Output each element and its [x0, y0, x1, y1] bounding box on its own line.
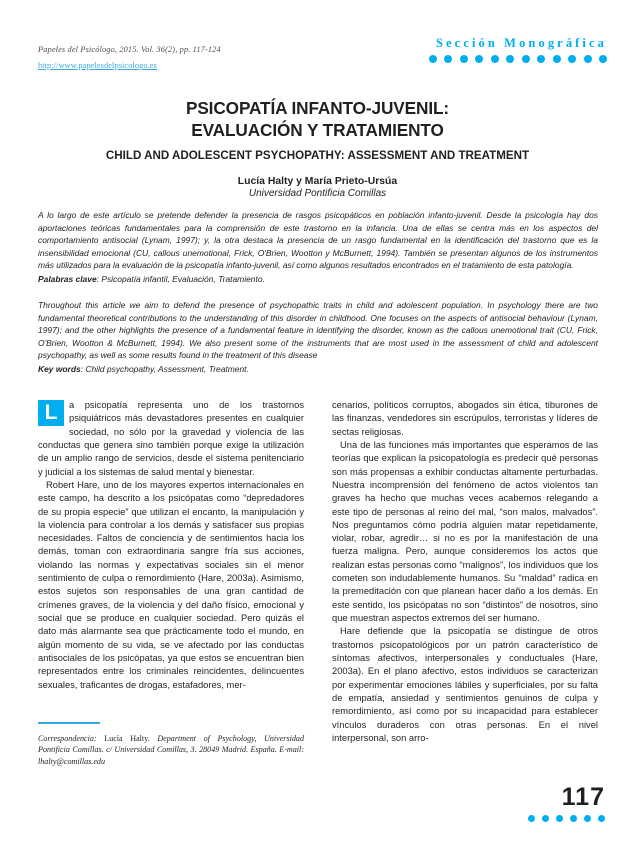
english-title: CHILD AND ADOLESCENT PSYCHOPATHY: ASSESSMENT AND TREATMENT [105, 149, 530, 163]
affiliation: Universidad Pontificia Comillas [248, 188, 387, 200]
ornament-dot [475, 55, 483, 63]
keywords-english-label: Key words [38, 363, 81, 374]
ornament-dot [584, 55, 592, 63]
abstract-spanish-text: A lo largo de este artículo se pretende defender la presencia de rasgos psicopáticos en población infanto-juvenil. Desde la psicología hay dos aportaciones teóricas fundamentales para la comprensión de este trastorno en la infancia. Una de ellas se centra más en los aspectos del comportamiento antisocial (Lynam, 1997); y, la otra destaca la presencia de un rasgo fundamental en la identificación del trastorno que es la insensibilidad emocional (CU, callous unemotional, Frick, O'Brien, Wootton y McBurnett, 1994). También se presentan algunos de los instrumentos más utilizados para la evaluación de la psicopatía infanto-juvenil, así como algunos resultados encontrados en el tratamiento de esta patología. [38, 210, 598, 270]
ornament-dot [491, 55, 499, 63]
keywords-spanish [38, 273, 598, 286]
footnote-divider [38, 722, 100, 724]
body-paragraph-text: a psicopatía representa uno de los trastornos psiquiátricos más devastadores presentes en cualquier sociedad, no sólo por la gravedad y violencia de las conductas que genera sino también porque exige la utilización de un amplio rango de servicios, desde el sistema penitenciario y judicial a los sistemas de salud mental y bienestar. [38, 400, 304, 477]
ornament-dot [429, 55, 437, 63]
ornament-dot [599, 55, 607, 63]
correspondence-address: Department of Psychology, Universidad Pontificia Comillas. c/ Universidad Comillas, 3. 28049 Madrid. España. E-mail: lhalty@comillas.edu [38, 734, 304, 766]
title-line-1: PSICOPATÍA INFANTO-JUVENIL: [185, 98, 450, 118]
body-paragraph [38, 399, 304, 479]
section-heading-block [429, 36, 608, 63]
ornament-dot [542, 815, 549, 822]
body-paragraph: Robert Hare, uno de los mayores expertos internacionales en este campo, ha descrito a los psicópatas como “depredadores de su propia especie” que utilizan el encanto, la manipulación y la violencia para controlar a los demás y satisfacer sus propias necesidades. Faltos de conciencia y de sentimientos hacia los demás, toman con extraordinaria sangre fría sus acciones, violando las normas y expectativas sociales sin el menor sentimiento de culpa o remordimiento (Hare, 2003a). Asimismo, estos sujetos son responsables de una gran cantidad de crímenes graves, de la violencia y del daño físico, emocional y social que se produce en cualquier sociedad. Pero quizás el dato más alarmante sea que prácticamente todo el mundo, en algún momento de su vida, se ve afectado por las conductas antisociales de los psicópatas, ya que estos se encuentran bien representados entre los criminales reincidentes, delincuentes sexuales, traficantes de drogas, estafadores, mer- [38, 479, 304, 690]
abstract-section [38, 209, 598, 375]
keywords-english [38, 363, 598, 376]
keywords-english-text: : Child psychopathy, Assessment, Treatment. [80, 363, 249, 374]
ornament-dot [598, 815, 605, 822]
page-number: 117 [561, 783, 605, 811]
body-paragraph: Una de las funciones más importantes que esperamos de las teorías que explican la psicopatología es predecir qué personas son más propensas a exhibir conductas altamente perturbadas. Nuestra incomprensión del fenómeno de actos violentos tan graves ha hecho que muchas veces acabemos relegando a este tipo de personas al reino del mal, “son malos, malvados”. Nos preguntamos cómo podría alguien matar repetidamente, violar, robar, agredir… si no es por la manifestación de una fuerza maligna. Pero, aunque consideremos los actos que realizan estas personas como “malignos”, los individuos que los cometen son indudablemente humanos. Su “maldad” radica en la premeditación con que planean hacer daño a los demás. En este sentido, los psicópatas no son “distintos” de nosotros, sino que muestran aspectos extremos del ser humano. [332, 439, 598, 623]
journal-reference: Papeles del Psicólogo, 2015. Vol. 36(2), pp. 117-124 [38, 45, 221, 54]
abstract-english-text: Throughout this article we aim to defend the presence of psychopathic traits in child and adolescent population. In psychology there are two fundamental theoretical contributions to the understanding of this disorder in childhood. One focuses on the aspects of antisocial behaviour (Lynam, 1997); and the other highlights the presence of a fundamental feature in identifying the disorder, known as the callous unemotional trait (CU, Frick, O'Brien, Wootton & McBurnett, 1994). We also present some of the instruments that are most used in the assessment of child and adolescent psychopathy, as well as some results found in the treatment of this disease [38, 300, 598, 360]
authors: Lucía Halty y María Prieto-Ursúa [237, 176, 398, 188]
ornament-dot [522, 55, 530, 63]
column-right [332, 399, 598, 745]
body-paragraph: cenarios, políticos corruptos, abogados sin ética, tiburones de las finanzas, vendedores sin escrúpulos, terroristas y líderes de sectas religiosas. [332, 400, 598, 437]
masthead [38, 44, 378, 73]
section-label: Sección Monográfica [435, 36, 607, 50]
ornament-dot [556, 815, 563, 822]
ornament-dot [460, 55, 468, 63]
keywords-spanish-label: Palabras clave [38, 273, 97, 284]
ornament-dot [528, 815, 535, 822]
abstract-spanish [38, 209, 598, 285]
journal-url-link[interactable]: http://www.papelesdelpsicologo.es [38, 61, 157, 71]
folio-dot-ornament [528, 815, 605, 822]
ornament-dot [553, 55, 561, 63]
header-dot-ornament [429, 55, 608, 63]
correspondence-name: Lucía Halty. [96, 734, 158, 743]
ornament-dot [506, 55, 514, 63]
ornament-dot [537, 55, 545, 63]
drop-cap: L [38, 400, 64, 426]
folio [528, 785, 605, 822]
correspondence-footnote [38, 733, 304, 767]
ornament-dot [568, 55, 576, 63]
page-title [38, 98, 597, 141]
title-block [38, 98, 597, 199]
abstract-english [38, 299, 598, 375]
column-left [38, 399, 304, 692]
ornament-dot [584, 815, 591, 822]
body-paragraph: Hare defiende que la psicopatía se distingue de otros trastornos psicopatológicos por un patrón característico de síntomas afectivos, interpersonales y conductuales (Hare, 2003a). En el plano afectivo, estos individuos se caracterizan por experimentar emociones lábiles y superficiales, por su falta de empatía, ansiedad y sentimientos genuinos de culpa y remordimiento, así como por su incapacidad para establecer vínculos duraderos con otras personas. En el nivel interpersonal, son arro- [332, 626, 598, 743]
ornament-dot [444, 55, 452, 63]
keywords-spanish-text: : Psicopatía infantil, Evaluación, Tratamiento. [96, 273, 265, 284]
correspondence-label: Correspondencia: [38, 734, 97, 743]
title-line-2: EVALUACIÓN Y TRATAMIENTO [191, 119, 444, 140]
ornament-dot [570, 815, 577, 822]
